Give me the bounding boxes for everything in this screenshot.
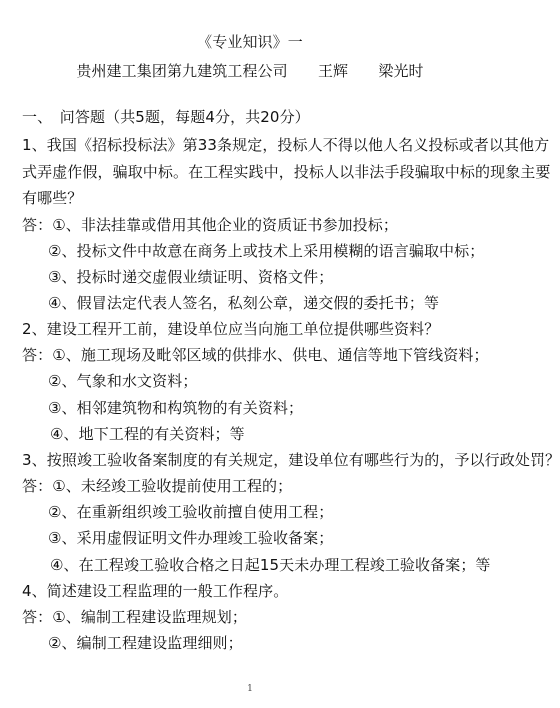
question-3-line-1: 3、按照竣工验收备案制度的有关规定，建设单位有哪些行为的，予以行政处罚？	[22, 451, 560, 469]
answer-2-item-4: ④、地下工程的有关资料；等	[50, 425, 245, 443]
question-1-line-2: 式弄虚作假，骗取中标。在工程实践中，投标人以非法手段骗取中标的现象主要	[22, 163, 551, 181]
answer-3-item-4: ④、在工程竣工验收合格之日起15天未办理工程竣工验收备案；等	[50, 556, 491, 574]
answer-prefix: 答：	[22, 477, 53, 495]
answer-1-row-1	[22, 216, 398, 234]
answer-3-row-1	[22, 477, 292, 495]
answer-2-item-3: ③、相邻建筑物和构筑物的有关资料；	[48, 399, 304, 417]
question-4-line-1: 4、简述建设工程监理的一般工作程序。	[22, 582, 289, 600]
question-1-line-1: 1、我国《招标投标法》第33条规定，投标人不得以他人名义投标或者以其他方	[22, 136, 550, 154]
answer-item: ①、编制工程建设监理规划；	[52, 608, 247, 626]
answer-4-item-2: ②、编制工程建设监理细则；	[48, 634, 243, 652]
document-title: 《专业知识》一	[197, 33, 303, 51]
answer-prefix: 答：	[22, 608, 53, 626]
answer-3-item-2: ②、在重新组织竣工验收前擅自使用工程；	[48, 503, 334, 521]
answer-2-item-2: ②、气象和水文资料；	[48, 372, 198, 390]
answer-1-item-3: ③、投标时递交虚假业绩证明、资格文件；	[48, 268, 334, 286]
answer-prefix: 答：	[22, 346, 53, 364]
answer-1-item-2: ②、投标文件中故意在商务上或技术上采用模糊的语言骗取中标；	[48, 242, 485, 260]
answer-item: ①、未经竣工验收提前使用工程的；	[52, 477, 293, 495]
answer-item: ①、施工现场及毗邻区域的供排水、供电、通信等地下管线资料；	[52, 346, 489, 364]
answer-prefix: 答：	[22, 216, 53, 234]
document-authors: 贵州建工集团第九建筑工程公司 王辉 梁光时	[76, 62, 424, 80]
section-heading: 一、 问答题（共5题，每题4分，共20分）	[22, 108, 310, 126]
answer-4-row-1	[22, 608, 247, 626]
question-2-line-1: 2、建设工程开工前，建设单位应当向施工单位提供哪些资料？	[22, 320, 440, 338]
page-number: 1	[247, 684, 253, 694]
answer-1-item-4: ④、假冒法定代表人签名，私刻公章，递交假的委托书；等	[48, 294, 440, 312]
answer-3-item-3: ③、采用虚假证明文件办理竣工验收备案；	[48, 529, 334, 547]
question-1-line-3: 有哪些？	[22, 189, 83, 207]
answer-2-row-1	[22, 346, 489, 364]
answer-item: ①、非法挂靠或借用其他企业的资质证书参加投标；	[52, 216, 398, 234]
